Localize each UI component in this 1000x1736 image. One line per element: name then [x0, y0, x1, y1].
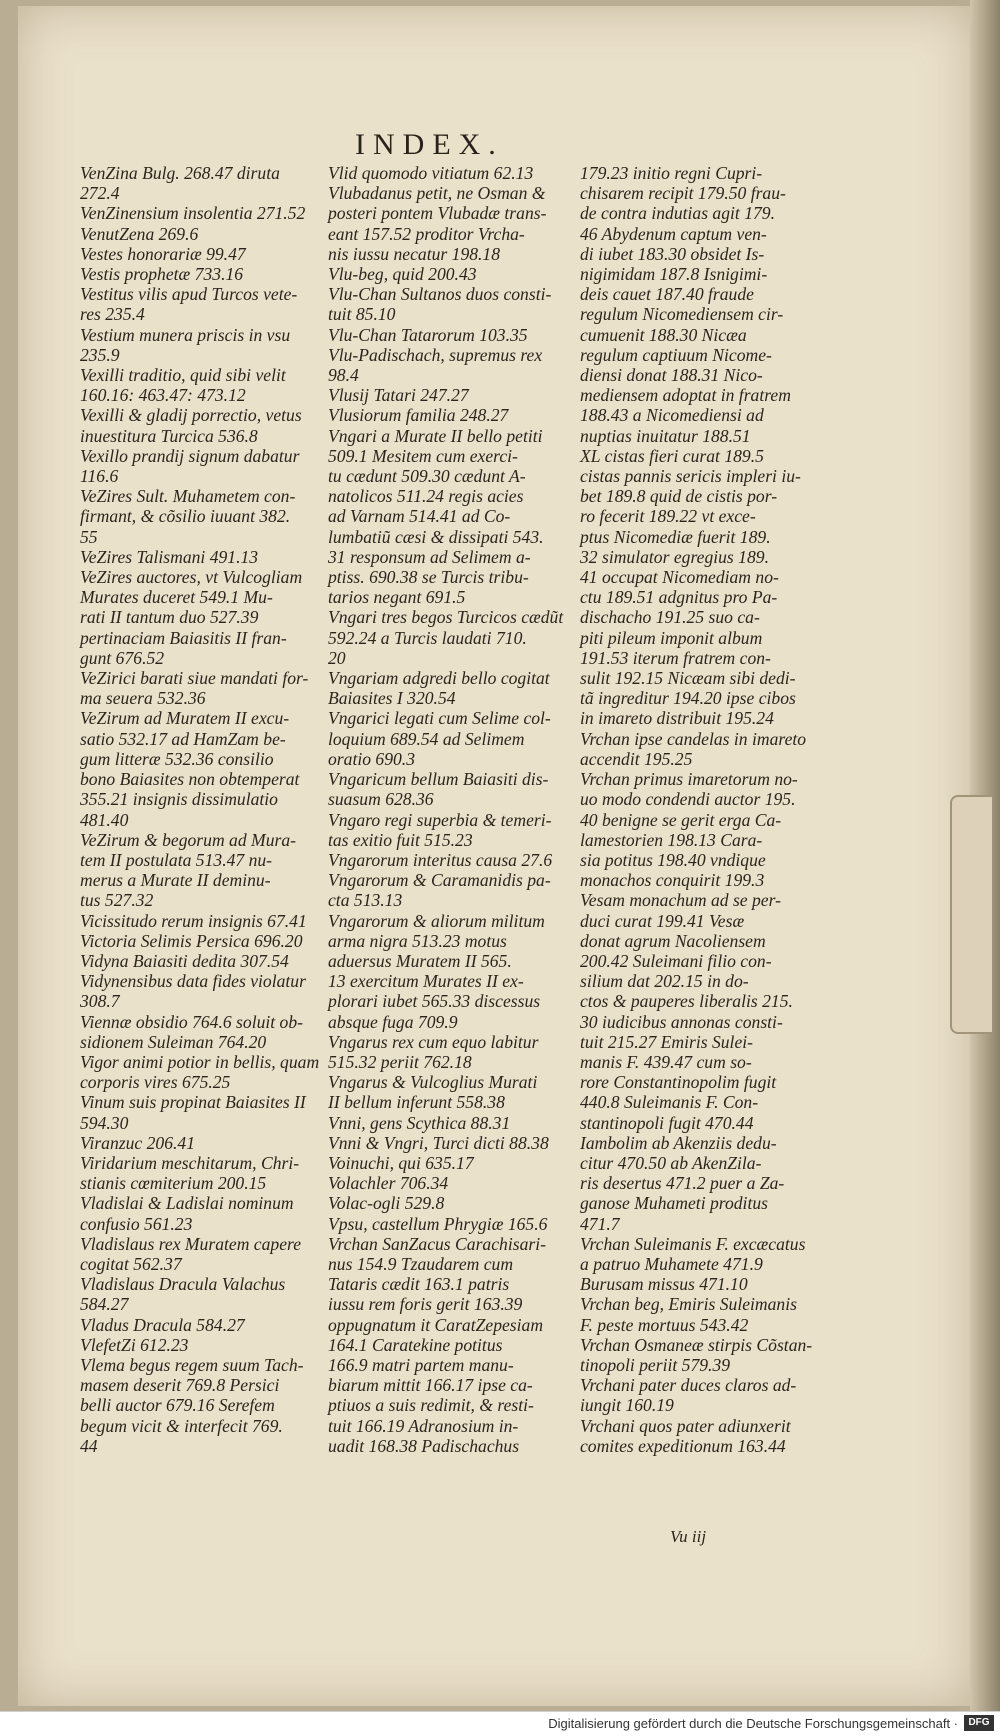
- index-entry: ctos & pauperes liberalis 215.: [580, 991, 793, 1012]
- index-entry: Vngarus rex cum equo labitur: [328, 1031, 539, 1052]
- index-entry: 116.6: [80, 466, 119, 487]
- index-entry: 188.43 a Nicomediensi ad: [580, 405, 764, 426]
- index-entry: piti pileum imponit album: [580, 627, 763, 648]
- index-entry: VenZinensium insolentia 271.52: [80, 203, 306, 224]
- index-entry: uo modo condendi auctor 195.: [580, 789, 796, 810]
- index-entry: Vngari a Murate II bello petiti: [328, 425, 543, 446]
- index-entry: 41 occupat Nicomediam no-: [580, 567, 779, 588]
- index-entry: 32 simulator egregius 189.: [580, 546, 769, 567]
- index-column-1: [80, 163, 320, 1456]
- index-entry: nuptias inuitatur 188.51: [580, 425, 751, 446]
- index-entry: Vlubadanus petit, ne Osman &: [328, 183, 546, 204]
- index-entry: sidionem Suleiman 764.20: [80, 1031, 267, 1052]
- index-entry: iussu rem foris gerit 163.39: [328, 1294, 523, 1315]
- index-entry: Vpsu, castellum Phrygiæ 165.6: [328, 1213, 548, 1234]
- index-entry: Vrchan Osmaneæ stirpis Cõstan-: [580, 1334, 813, 1355]
- index-entry: 584.27: [80, 1294, 129, 1315]
- index-entry: nis iussu necatur 198.18: [328, 243, 501, 264]
- index-entry: tuit 85.10: [328, 304, 396, 325]
- index-entry: belli auctor 679.16 Serefem: [80, 1395, 275, 1416]
- index-entry: 166.9 matri partem manu-: [328, 1354, 514, 1375]
- index-entry: biarum mittit 166.17 ipse ca-: [328, 1375, 533, 1396]
- index-entry: Iambolim ab Akenziis dedu-: [580, 1132, 777, 1153]
- index-entry: regulum Nicomediensem cir-: [580, 304, 784, 325]
- index-entry: absque fuga 709.9: [328, 1011, 458, 1032]
- index-entry: Tataris cædit 163.1 patris: [328, 1274, 510, 1295]
- index-entry: Vladislaus Dracula Valachus: [80, 1274, 286, 1295]
- index-entry: VenutZena 269.6: [80, 223, 199, 244]
- index-entry: Volachler 706.34: [328, 1173, 449, 1194]
- index-entry: Vlu-Padischach, supremus rex: [328, 344, 543, 365]
- index-entry: 164.1 Caratekine potitus: [328, 1334, 503, 1355]
- index-entry: dischacho 191.25 suo ca-: [580, 607, 760, 628]
- index-entry: VeZires auctores, vt Vulcogliam: [80, 567, 303, 588]
- index-entry: 160.16: 463.47: 473.12: [80, 385, 246, 406]
- index-entry: Vnni & Vngri, Turci dicti 88.38: [328, 1132, 549, 1153]
- index-entry: stianis cœmiterium 200.15: [80, 1173, 267, 1194]
- index-entry: VeZires Talismani 491.13: [80, 546, 259, 567]
- index-entry: silium dat 202.15 in do-: [580, 971, 749, 992]
- index-entry: 515.32 periit 762.18: [328, 1051, 472, 1072]
- index-entry: Vexilli & gladij porrectio, vetus: [80, 405, 302, 426]
- index-entry: Vestium munera priscis in vsu: [80, 324, 291, 345]
- index-entry: ro fecerit 189.22 vt exce-: [580, 506, 756, 527]
- index-entry: posteri pontem Vlubadæ trans-: [328, 203, 547, 224]
- index-entry: Vladislaus rex Muratem capere: [80, 1233, 302, 1254]
- footer-credit: Digitalisierung gefördert durch die Deutsche Forschungsgemeinschaft ·: [548, 1716, 958, 1731]
- index-entry: gunt 676.52: [80, 647, 165, 668]
- index-entry: 200.42 Suleimani filio con-: [580, 950, 772, 971]
- index-entry: deis cauet 187.40 fraude: [580, 284, 754, 305]
- index-entry: Vestitus vilis apud Turcos vete-: [80, 284, 298, 305]
- index-entry: rore Constantinopolim fugit: [580, 1072, 777, 1093]
- index-entry: Vrchan primus imaretorum no-: [580, 769, 798, 790]
- index-entry: nigimidam 187.8 Isnigimi-: [580, 264, 768, 285]
- index-entry: cta 513.13: [328, 890, 403, 911]
- index-entry: Vrchani pater duces claros ad-: [580, 1375, 797, 1396]
- index-entry: 40 benigne se gerit erga Ca-: [580, 809, 782, 830]
- index-entry: Vestes honorariæ 99.47: [80, 243, 246, 264]
- index-entry: VeZirum ad Muratem II excu-: [80, 708, 290, 729]
- index-entry: Vrchan Suleimanis F. excæcatus: [580, 1233, 806, 1254]
- index-entry: Volac-ogli 529.8: [328, 1193, 445, 1214]
- index-entry: eant 157.52 proditor Vrcha-: [328, 223, 525, 244]
- index-entry: Vngarici legati cum Selime col-: [328, 708, 551, 729]
- index-entry: 20: [328, 647, 346, 668]
- index-entry: Vlusiorum familia 248.27: [328, 405, 509, 426]
- index-entry: uadit 168.38 Padischachus: [328, 1435, 520, 1456]
- index-entry: II bellum inferunt 558.38: [328, 1092, 505, 1113]
- index-entry: inuestitura Turcica 536.8: [80, 425, 258, 446]
- index-entry: mediensem adoptat in fratrem: [580, 385, 791, 406]
- index-entry: Burusam missus 471.10: [580, 1274, 748, 1295]
- index-entry: VlefetZi 612.23: [80, 1334, 189, 1355]
- index-entry: Vesam monachum ad se per-: [580, 890, 781, 911]
- index-entry: donat agrum Nacoliensem: [580, 930, 766, 951]
- index-entry: ptiuos a suis redimit, & resti-: [328, 1395, 534, 1416]
- index-entry: Vladislai & Ladislai nominum: [80, 1193, 294, 1214]
- index-entry: 509.1 Mesitem cum exerci-: [328, 445, 518, 466]
- index-entry: firmant, & cõsilio iuuant 382.: [80, 506, 291, 527]
- index-entry: Vrchani quos pater adiunxerit: [580, 1415, 791, 1436]
- index-entry: XL cistas fieri curat 189.5: [580, 445, 764, 466]
- index-entry: Vngarorum & aliorum militum: [328, 910, 545, 931]
- index-entry: cogitat 562.37: [80, 1253, 182, 1274]
- index-entry: ptiss. 690.38 se Turcis tribu-: [328, 567, 529, 588]
- index-entry: 440.8 Suleimanis F. Con-: [580, 1092, 759, 1113]
- index-entry: in imareto distribuit 195.24: [580, 708, 774, 729]
- index-entry: ganose Muhameti proditus: [580, 1193, 768, 1214]
- page-title: INDEX.: [355, 128, 504, 161]
- index-entry: ris desertus 471.2 puer a Za-: [580, 1173, 785, 1194]
- index-entry: Vlusij Tatari 247.27: [328, 385, 469, 406]
- index-entry: Vrchan SanZacus Carachisari-: [328, 1233, 546, 1254]
- index-entry: cumuenit 188.30 Nicæa: [580, 324, 747, 345]
- index-entry: manis F. 439.47 cum so-: [580, 1051, 752, 1072]
- index-entry: 31 responsum ad Selimem a-: [328, 546, 531, 567]
- index-entry: bet 189.8 quid de cistis por-: [580, 486, 778, 507]
- index-column-2: [328, 163, 572, 1456]
- index-entry: rati II tantum duo 527.39: [80, 607, 259, 628]
- index-entry: monachos conquirit 199.3: [580, 870, 765, 891]
- index-entry: ma seuera 532.36: [80, 688, 206, 709]
- index-entry: Vngariam adgredi bello cogitat: [328, 668, 550, 689]
- index-entry: merus a Murate II deminu-: [80, 870, 271, 891]
- index-entry: Vicissitudo rerum insignis 67.41: [80, 910, 307, 931]
- index-entry: citur 470.50 ab AkenZila-: [580, 1152, 762, 1173]
- index-entry: Vlu-Chan Tatarorum 103.35: [328, 324, 528, 345]
- index-entry: Vlu-beg, quid 200.43: [328, 264, 477, 285]
- index-entry: tas exitio fuit 515.23: [328, 829, 473, 850]
- index-entry: tuit 166.19 Adranosium in-: [328, 1415, 519, 1436]
- index-entry: 592.24 a Turcis laudati 710.: [328, 627, 527, 648]
- index-entry: Viranzuc 206.41: [80, 1132, 196, 1153]
- index-entry: Vlid quomodo vitiatum 62.13: [328, 163, 534, 183]
- index-entry: Vestis prophetæ 733.16: [80, 264, 244, 285]
- index-entry: Vlu-Chan Sultanos duos consti-: [328, 284, 552, 305]
- index-entry: 179.23 initio regni Cupri-: [580, 163, 763, 183]
- index-entry: Vngaro regi superbia & temeri-: [328, 809, 552, 830]
- index-entry: Vngarorum interitus causa 27.6: [328, 849, 553, 870]
- index-entry: res 235.4: [80, 304, 145, 325]
- index-entry: arma nigra 513.23 motus: [328, 930, 507, 951]
- index-entry: VeZirici barati siue mandati for-: [80, 668, 309, 689]
- index-entry: VeZires Sult. Muhametem con-: [80, 486, 296, 507]
- index-entry: gum litteræ 532.36 consilio: [80, 748, 274, 769]
- index-entry: 272.4: [80, 183, 120, 204]
- index-entry: bono Baiasites non obtemperat: [80, 769, 300, 790]
- index-entry: Murates duceret 549.1 Mu-: [80, 587, 273, 608]
- index-entry: F. peste mortuus 543.42: [580, 1314, 749, 1335]
- index-entry: 308.7: [80, 991, 120, 1012]
- index-entry: iungit 160.19: [580, 1395, 674, 1416]
- index-entry: duci curat 199.41 Vesæ: [580, 910, 745, 931]
- index-entry: a patruo Muhamete 471.9: [580, 1253, 763, 1274]
- index-entry: 355.21 insignis dissimulatio: [80, 789, 278, 810]
- index-entry: stantinopoli fugit 470.44: [580, 1112, 754, 1133]
- index-entry: confusio 561.23: [80, 1213, 193, 1234]
- index-entry: lumbatiũ cæsi & dissipati 543.: [328, 526, 544, 547]
- index-entry: regulum captiuum Nicome-: [580, 344, 772, 365]
- index-entry: 44: [80, 1435, 98, 1456]
- index-entry: 98.4: [328, 365, 359, 386]
- index-entry: Voinuchi, qui 635.17: [328, 1152, 474, 1173]
- index-entry: Vrchan ipse candelas in imareto: [580, 728, 807, 749]
- index-entry: 13 exercitum Murates II ex-: [328, 971, 524, 992]
- index-entry: aduersus Muratem II 565.: [328, 950, 512, 971]
- index-entry: ptus Nicomediæ fuerit 189.: [580, 526, 771, 547]
- book-clasp: [950, 795, 992, 1034]
- index-entry: oppugnatum it CaratZepesiam: [328, 1314, 544, 1335]
- index-entry: Vnni, gens Scythica 88.31: [328, 1112, 511, 1133]
- index-entry: corporis vires 675.25: [80, 1072, 231, 1093]
- index-entry: Viridarium meschitarum, Chri-: [80, 1152, 300, 1173]
- index-entry: 594.30: [80, 1112, 129, 1133]
- index-entry: chisarem recipit 179.50 frau-: [580, 183, 786, 204]
- index-entry: masem deserit 769.8 Persici: [80, 1375, 280, 1396]
- index-entry: Baiasites I 320.54: [328, 688, 456, 709]
- index-entry: satio 532.17 ad HamZam be-: [80, 728, 286, 749]
- index-entry: tem II postulata 513.47 nu-: [80, 849, 273, 870]
- index-entry: Viennæ obsidio 764.6 soluit ob-: [80, 1011, 304, 1032]
- index-entry: cistas pannis sericis impleri iu-: [580, 466, 801, 487]
- index-entry: suasum 628.36: [328, 789, 434, 810]
- index-entry: loquium 689.54 ad Selimem: [328, 728, 525, 749]
- index-entry: tarios negant 691.5: [328, 587, 466, 608]
- signature-mark: Vu iij: [670, 1527, 707, 1546]
- index-entry: sulit 192.15 Nicæam sibi dedi-: [580, 668, 796, 689]
- index-entry: di iubet 183.30 obsidet Is-: [580, 243, 765, 264]
- index-entry: tã ingreditur 194.20 ipse cibos: [580, 688, 796, 709]
- index-entry: 235.9: [80, 344, 120, 365]
- index-entry: Victoria Selimis Persica 696.20: [80, 930, 303, 951]
- index-entry: 46 Abydenum captum ven-: [580, 223, 767, 244]
- index-entry: Vrchan beg, Emiris Suleimanis: [580, 1294, 797, 1315]
- index-entry: accendit 195.25: [580, 748, 693, 769]
- index-entry: Vidyna Baiasiti dedita 307.54: [80, 950, 289, 971]
- index-entry: Vladus Dracula 584.27: [80, 1314, 245, 1335]
- index-entry: 481.40: [80, 809, 129, 830]
- index-entry: de contra indutias agit 179.: [580, 203, 775, 224]
- index-entry: 191.53 iterum fratrem con-: [580, 647, 771, 668]
- index-entry: natolicos 511.24 regis acies: [328, 486, 524, 507]
- index-entry: Vngaricum bellum Baiasiti dis-: [328, 769, 549, 790]
- dfg-logo: DFG: [964, 1715, 994, 1731]
- index-entry: ctu 189.51 adgnitus pro Pa-: [580, 587, 778, 608]
- index-entry: diensi donat 188.31 Nico-: [580, 365, 763, 386]
- index-entry: VeZirum & begorum ad Mura-: [80, 829, 297, 850]
- index-entry: tinopoli periit 579.39: [580, 1354, 731, 1375]
- index-entry: Vngarus & Vulcoglius Murati: [328, 1072, 538, 1093]
- index-entry: Vexilli traditio, quid sibi velit: [80, 365, 286, 386]
- index-entry: Vidynensibus data fides violatur: [80, 971, 306, 992]
- index-entry: Vinum suis propinat Baiasites II: [80, 1092, 306, 1113]
- index-entry: comites expeditionum 163.44: [580, 1435, 786, 1456]
- index-entry: nus 154.9 Tzaudarem cum: [328, 1253, 514, 1274]
- index-entry: Vlema begus regem suum Tach-: [80, 1354, 304, 1375]
- index-column-3: [580, 163, 826, 1456]
- index-entry: tu cædunt 509.30 cædunt A-: [328, 466, 526, 487]
- index-entry: lamestorien 198.13 Cara-: [580, 829, 763, 850]
- index-entry: oratio 690.3: [328, 748, 415, 769]
- index-entry: VenZina Bulg. 268.47 diruta: [80, 163, 280, 183]
- index-entry: plorari iubet 565.33 discessus: [328, 991, 541, 1012]
- footer-bar: [0, 1711, 1000, 1736]
- index-entry: begum vicit & interfecit 769.: [80, 1415, 283, 1436]
- index-entry: Vexillo prandij signum dabatur: [80, 445, 300, 466]
- index-entry: ad Varnam 514.41 ad Co-: [328, 506, 511, 527]
- index-entry: 471.7: [580, 1213, 620, 1234]
- index-entry: sia potitus 198.40 vndique: [580, 849, 766, 870]
- index-entry: tus 527.32: [80, 890, 154, 911]
- index-entry: tuit 215.27 Emiris Sulei-: [580, 1031, 753, 1052]
- index-entry: 55: [80, 526, 98, 547]
- index-entry: Vngari tres begos Turcicos cædũt: [328, 607, 564, 628]
- index-entry: Vigor animi potior in bellis, quam: [80, 1051, 320, 1072]
- index-entry: 30 iudicibus annonas consti-: [580, 1011, 783, 1032]
- index-entry: Vngarorum & Caramanidis pa-: [328, 870, 551, 891]
- index-entry: pertinaciam Baiasitis II fran-: [80, 627, 287, 648]
